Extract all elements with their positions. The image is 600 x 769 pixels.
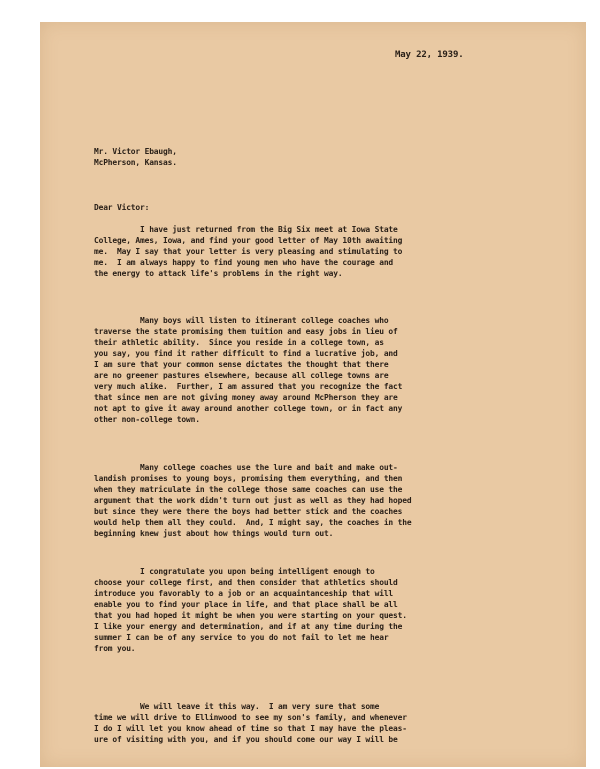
text-line: their athletic ability. Since you reside in a college town, as (94, 338, 384, 347)
paragraph (94, 566, 407, 654)
text-line: you say, you find it rather difficult to find a lucrative job, and (94, 349, 398, 358)
salutation: Dear Victor: (94, 203, 150, 212)
text-line: I have just returned from the Big Six meet at Iowa State (94, 225, 398, 234)
text-line: College, Ames, Iowa, and find your good letter of May 10th awaiting (94, 236, 403, 245)
text-line: other non-college town. (94, 415, 200, 424)
recipient-city: McPherson, Kansas. (94, 158, 177, 167)
text-line: but since they were there the boys had better stick and the coaches (94, 507, 403, 516)
text-line: Many college coaches use the lure and bait and make out- (94, 463, 398, 472)
paragraph (94, 462, 411, 539)
text-line: not apt to give it away around another college town, or in fact any (94, 404, 403, 413)
text-line: traverse the state promising them tuition and easy jobs in lieu of (94, 327, 398, 336)
recipient-name: Mr. Victor Ebaugh, (94, 147, 177, 156)
text-line: time we will drive to Ellinwood to see my son's family, and whenever (94, 713, 407, 722)
text-line: summer I can be of any service to you do not fail to let me hear (94, 633, 389, 642)
text-line: choose your college first, and then consider that athletics should (94, 578, 398, 587)
paragraph (94, 224, 402, 279)
paragraph (94, 701, 407, 745)
paragraph (94, 315, 402, 425)
recipient-address (94, 146, 177, 168)
text-line: argument that the work didn't turn out just as well as they had hoped (94, 496, 412, 505)
text-line: Many boys will listen to itinerant college coaches who (94, 316, 389, 325)
text-line: introduce you favorably to a job or an acquaintanceship that will (94, 589, 394, 598)
text-line: landish promises to young boys, promising them everything, and then (94, 474, 403, 483)
text-line: beginning knew just about how things would turn out. (94, 529, 334, 538)
text-line: from you. (94, 644, 136, 653)
text-line: I congratulate you upon being intelligent enough to (94, 567, 375, 576)
text-line: We will leave it this way. I am very sure that some (94, 702, 380, 711)
text-line: enable you to find your place in life, and that place shall be all (94, 600, 398, 609)
letter-date: May 22, 1939. (395, 50, 464, 60)
text-line: very much alike. Further, I am assured that you recognize the fact (94, 382, 403, 391)
text-line: when they matriculate in the college those same coaches can use the (94, 485, 403, 494)
text-line: I like your energy and determination, and if at any time during the (94, 622, 403, 631)
text-line: are no greener pastures elsewhere, because all college towns are (94, 371, 389, 380)
text-line: would help them all they could. And, I might say, the coaches in the (94, 518, 412, 527)
text-line: I do I will let you know ahead of time so that I may have the pleas- (94, 724, 407, 733)
text-line: I am sure that your common sense dictates the thought that there (94, 360, 389, 369)
text-line: that since men are not giving money away around McPherson they are (94, 393, 398, 402)
text-line: the energy to attack life's problems in the right way. (94, 269, 343, 278)
text-line: that you had hoped it might be when you were starting on your quest. (94, 611, 407, 620)
text-line: ure of visiting with you, and if you should come our way I will be (94, 735, 398, 744)
text-line: me. May I say that your letter is very pleasing and stimulating to (94, 247, 403, 256)
text-line: me. I am always happy to find young men who have the courage and (94, 258, 394, 267)
